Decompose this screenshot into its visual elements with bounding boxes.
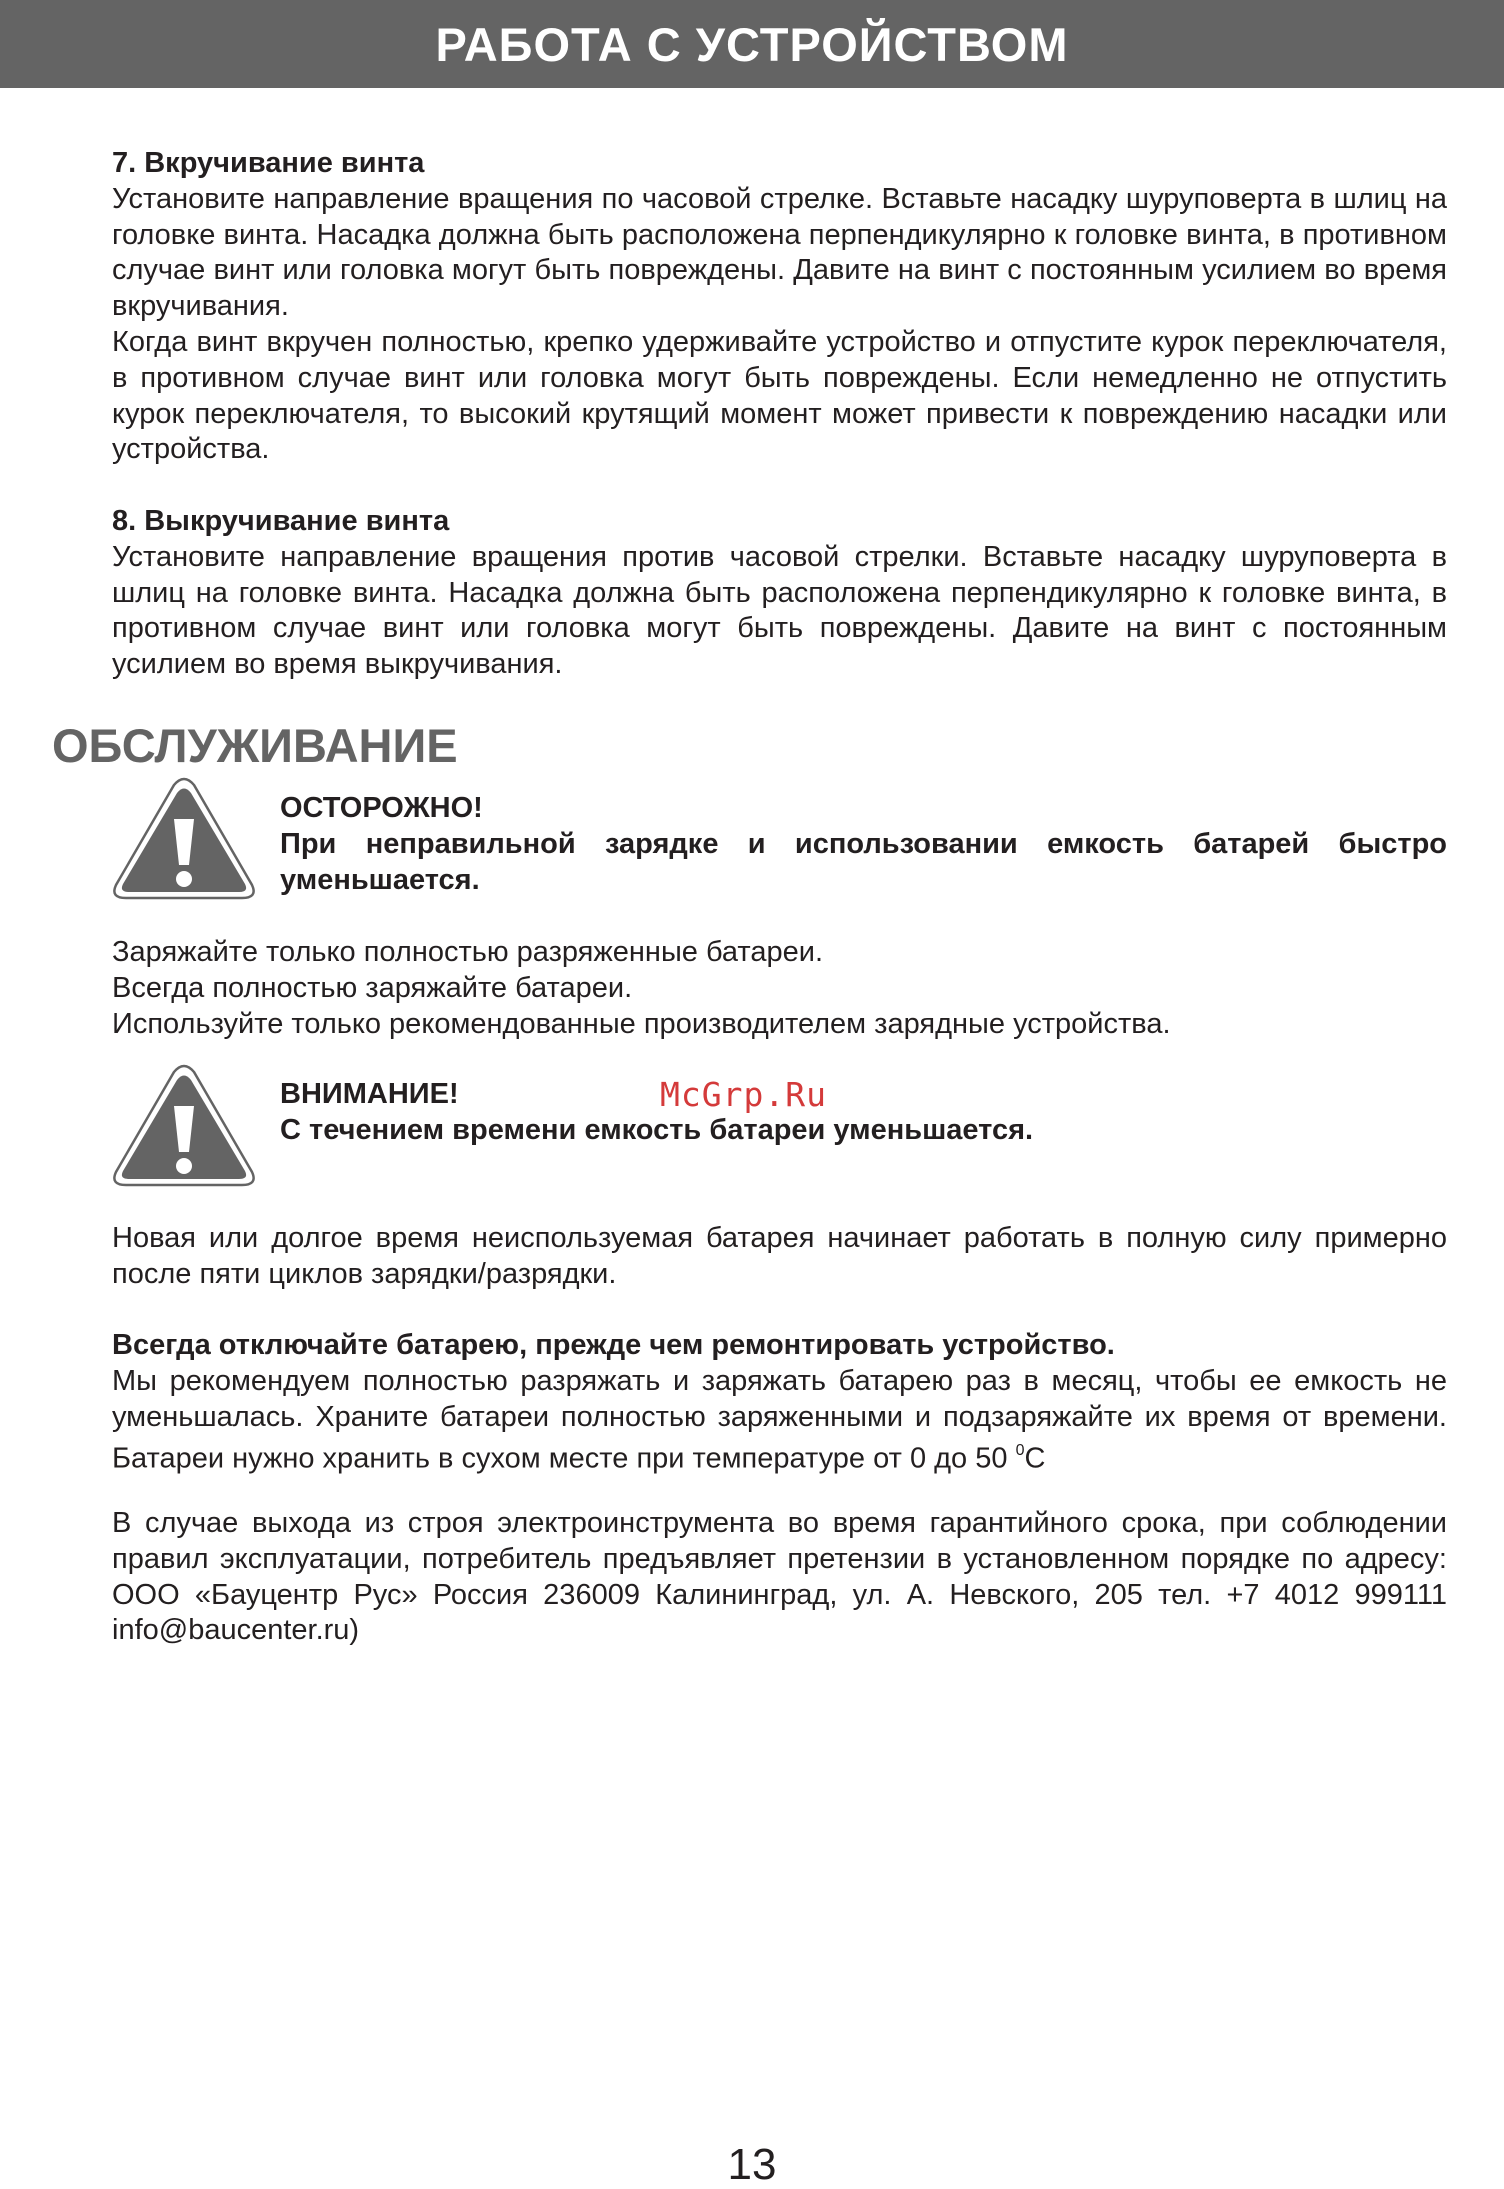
paragraph: Когда винт вкручен полностью, крепко удерживайте устройство и отпустите курок переключателя, в противном случае винт или головка могут быть повреждены. Если немедленно не отпустить курок переключателя, то высокий крутящий момент может привести к повреждению насадки или устройства. (112, 325, 1447, 466)
charge-rules-list (112, 935, 1447, 1042)
paragraph: Установите направление вращения против часовой стрелки. Вставьте насадку шуруповерта в шлиц на головке винта. Насадка должна быть расположена перпендикулярно к головке винта, в противном случае винт или головка могут быть повреждены. Давите на винт с постоянным усилием во время выкручивания. (112, 540, 1447, 681)
header-bar (0, 0, 1504, 88)
caution-text: При неправильной зарядке и использовании емкость батарей быстро уменьшается. (280, 827, 1447, 896)
list-item: Заряжайте только полностью разряженные батареи. (112, 936, 824, 968)
warranty-paragraph: В случае выхода из строя электроинструмента во время гарантийного срока, при соблюдении правил эксплуатации, потребитель предъявляет претензии в установленном порядке по адресу: ООО «Бауцентр Рус» Россия 236009 Калининград, ул. А. Невского, 205 тел. +7 4012 999111 info@baucenter.ru) (112, 1507, 1447, 1647)
section-heading: 8. Выкручивание винта (112, 505, 450, 537)
page-number: 13 (727, 2140, 777, 2189)
page-header-title: РАБОТА С УСТРОЙСТВОМ (435, 17, 1069, 71)
section-screw-out (112, 504, 1447, 683)
section-heading: 7. Вкручивание винта (112, 147, 425, 179)
warning-triangle-icon (111, 1064, 257, 1190)
new-battery-paragraph: Новая или долгое время неиспользуемая батарея начинает работать в полную силу примерно после пяти циклов зарядки/разрядки. (112, 1222, 1447, 1290)
maintenance-title: ОБСЛУЖИВАНИЕ (52, 719, 458, 772)
storage-section (112, 1328, 1447, 1478)
warning-triangle-icon (111, 777, 257, 903)
list-item: Всегда полностью заряжайте батареи. (112, 971, 633, 1004)
paragraph: Установите направление вращения по часовой стрелке. Вставьте насадку шуруповерта в шлиц на головке винта. Насадка должна быть расположена перпендикулярно к головке винта, в противном случае винт или головка могут быть повреждены. Давите на винт с постоянным усилием во время вкручивания. (112, 182, 1447, 323)
attention-block (280, 1077, 1447, 1149)
caution-block (280, 791, 1447, 898)
disconnect-heading: Всегда отключайте батарею, прежде чем ремонтировать устройство. (112, 1329, 1115, 1361)
degree-mark: 0 (1015, 1442, 1025, 1460)
list-item: Используйте только рекомендованные производителем зарядные устройства. (112, 1007, 1171, 1040)
caution-label: ОСТОРОЖНО! (280, 792, 483, 824)
degree-unit: С (1024, 1443, 1046, 1476)
storage-text: Мы рекомендуем полностью разряжать и заряжать батарею раз в месяц, чтобы ее емкость не уменьшалась. Храните батареи полностью заряженными и подзаряжайте их время от времени. Батареи нужно хранить в сухом месте при температуре от 0 до 50 (112, 1364, 1447, 1476)
attention-text: С течением времени емкость батареи уменьшается. (280, 1113, 1034, 1146)
watermark-text: McGrp.Ru (660, 1075, 827, 1114)
storage-paragraph (112, 1364, 1447, 1478)
attention-label: ВНИМАНИЕ! (280, 1078, 459, 1110)
section-screw-in (112, 146, 1447, 468)
